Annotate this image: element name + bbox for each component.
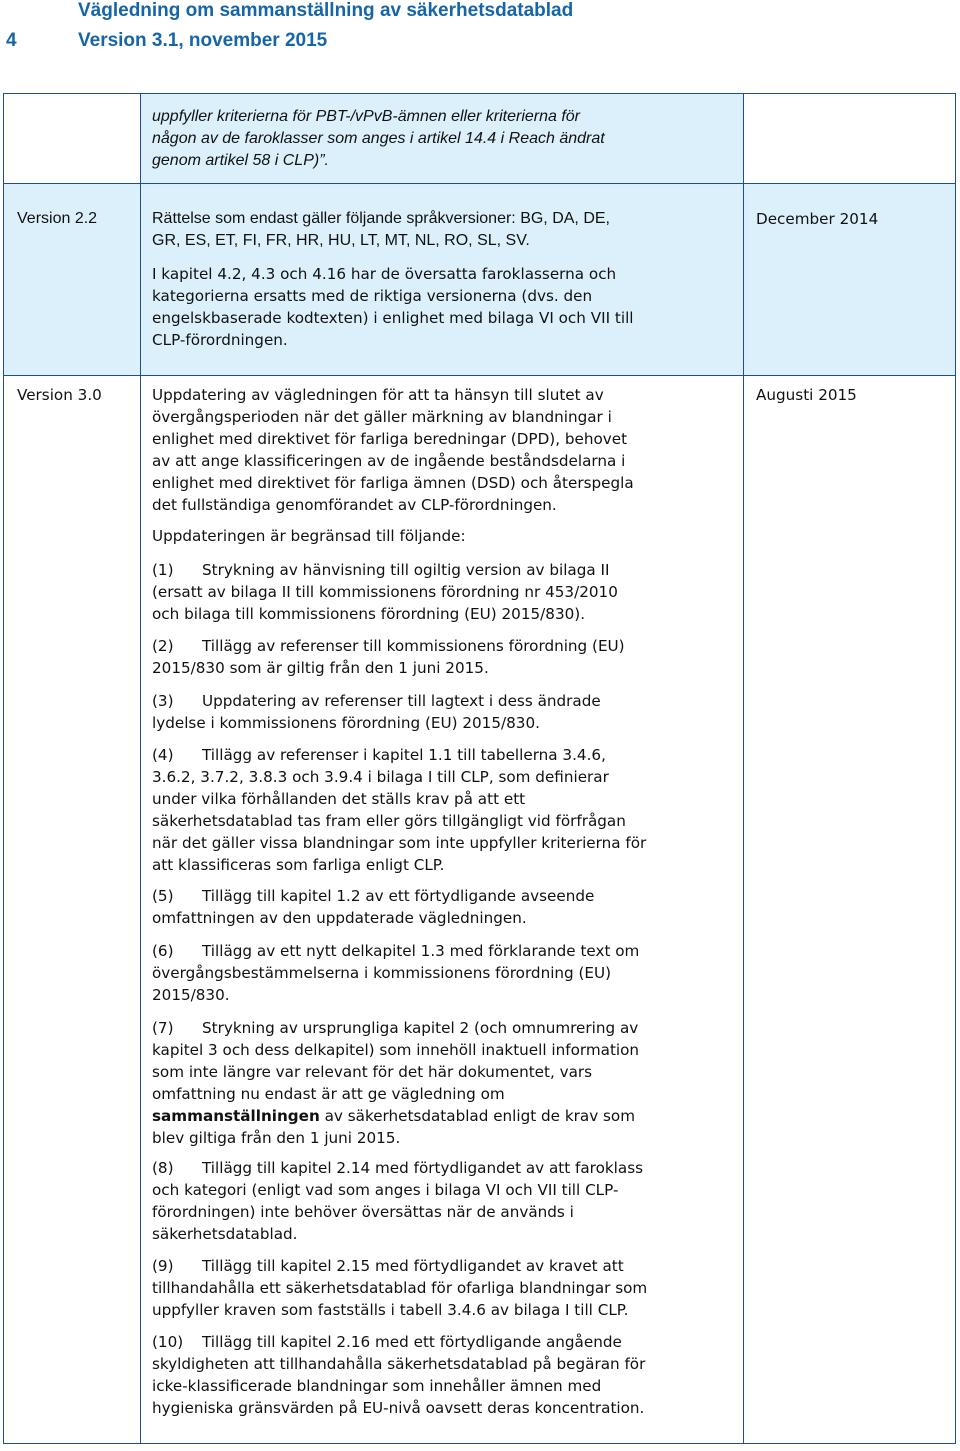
- list-item: [152, 885, 732, 929]
- list-item: [152, 744, 732, 876]
- row-v22-para1: Rättelse som endast gäller följande språkversioner: BG, DA, DE, GR, ES, ET, FI, FR, HR, HU, LT, MT, NL, RO, SL, SV.: [152, 210, 610, 249]
- list-item: [152, 940, 732, 1006]
- list-item-number: (5): [152, 887, 174, 905]
- list-item-number: (10): [152, 1333, 184, 1351]
- col-divider-1: [140, 93, 141, 1444]
- page-number: 4: [6, 30, 17, 51]
- list-item-text: Tillägg till kapitel 2.14 med förtydligandet av att faroklass och kategori (enligt vad som anges i bilaga VI och VII till CLP- förordningen) inte behöver översättas när de används i säkerhetsdatablad.: [152, 1159, 644, 1243]
- row-v30-intro: Uppdatering av vägledningen för att ta hänsyn till slutet av övergångsperioden när det gäller märkning av blandningar i enlighet med direktivet för farliga beredningar (DPD), behovet av att ange klassificeringen av de ingående beståndsdelarna i enlighet med direktivet för farliga ämnen (DSD) och återspegla det fullständiga genomförandet av CLP-förordningen.: [152, 386, 634, 514]
- list-item-text: Tillägg av referenser till kommissionens förordning (EU) 2015/830 som är giltig från den 1 juni 2015.: [152, 637, 625, 677]
- list-item-number: (4): [152, 746, 174, 764]
- list-item: [152, 559, 732, 625]
- list-item-text: Strykning av hänvisning till ogiltig version av bilaga II (ersatt av bilaga II till kommissionens förordning nr 453/2010 och bilaga till kommissionens förordning (EU) 2015/830).: [152, 561, 618, 623]
- list-item-number: (8): [152, 1159, 174, 1177]
- row-v22-para2: I kapitel 4.2, 4.3 och 4.16 har de översatta faroklasserna och kategorierna ersatts med de riktiga versionerna (dvs. den engelskbaserade kodtexten) i enlighet med bilaga VI och VII till CLP-förordningen.: [152, 265, 634, 349]
- list-item-bold-term: sammanställningen: [152, 1107, 320, 1125]
- list-item-number: (1): [152, 561, 174, 579]
- row-v30-limited: Uppdateringen är begränsad till följande:: [152, 527, 466, 545]
- list-item-text-a: Strykning av ursprungliga kapitel 2 (och omnumrering av kapitel 3 och dess delkapitel) som innehöll inaktuell information som inte längre var relevant för det här dokumentet, vars omfattning nu endast är att ge vägledning om: [152, 1019, 640, 1103]
- list-item: [152, 1017, 732, 1149]
- list-item: [152, 635, 732, 679]
- list-item: [152, 1331, 732, 1419]
- list-item-text: Uppdatering av referenser till lagtext i dess ändrade lydelse i kommissionens förordning (EU) 2015/830.: [152, 692, 601, 732]
- row-divider-1: [3, 183, 956, 184]
- col-divider-2: [743, 93, 744, 1444]
- row-prev-description: uppfyller kriterierna för PBT-/vPvB-ämnen eller kriterierna för någon av de faroklasser som anges i artikel 14.4 i Reach ändrat genom artikel 58 i CLP)”.: [152, 108, 605, 169]
- page-header: [0, 0, 960, 60]
- list-item-number: (7): [152, 1019, 174, 1037]
- list-item: [152, 690, 732, 734]
- list-item-number: (2): [152, 637, 174, 655]
- document-version: Version 3.1, november 2015: [78, 30, 328, 51]
- list-item-text: Tillägg till kapitel 2.15 med förtydligandet av kravet att tillhandahålla ett säkerhetsdatablad för ofarliga blandningar som uppfyller kraven som fastställs i tabell 3.4.6 av bilaga I till CLP.: [152, 1257, 648, 1319]
- list-item: [152, 1157, 732, 1245]
- document-title: Vägledning om sammanställning av säkerhetsdatablad: [78, 0, 574, 21]
- list-item: [152, 1255, 732, 1321]
- list-item-text: Tillägg av referenser i kapitel 1.1 till tabellerna 3.4.6, 3.6.2, 3.7.2, 3.8.3 och 3.9.4 i bilaga I till CLP, som definierar under vilka förhållanden det ställs krav på att ett säkerhetsdatablad tas fram eller görs tillgängligt vid förfrågan när det gäller vissa blandningar som inte uppfyller kriterierna för att klassificeras som farliga enligt CLP.: [152, 746, 647, 874]
- list-item-text: Tillägg av ett nytt delkapitel 1.3 med förklarande text om övergångsbestämmelserna i kommissionens förordning (EU) 2015/830.: [152, 942, 640, 1004]
- row-v22-date: December 2014: [756, 210, 879, 228]
- list-item-number: (3): [152, 692, 174, 710]
- list-item-number: (9): [152, 1257, 174, 1275]
- list-item-number: (6): [152, 942, 174, 960]
- list-item-text-b: av säkerhetsdatablad enligt de krav som blev giltiga från den 1 juni 2015.: [152, 1107, 636, 1147]
- list-item-text: Tillägg till kapitel 2.16 med ett förtydligande angående skyldigheten att tillhandahålla säkerhetsdatablad på begäran för icke-klassificerade blandningar som innehåller ämnen med hygieniska gränsvärden på EU-nivå oavsett deras koncentration.: [152, 1333, 646, 1417]
- row-divider-2: [3, 375, 956, 376]
- row-v30-date: Augusti 2015: [756, 386, 857, 404]
- list-item-text: Tillägg till kapitel 1.2 av ett förtydligande avseende omfattningen av den uppdaterade vägledningen.: [152, 887, 595, 927]
- row-v30-version: Version 3.0: [17, 386, 102, 404]
- row-v22-version: Version 2.2: [17, 210, 98, 227]
